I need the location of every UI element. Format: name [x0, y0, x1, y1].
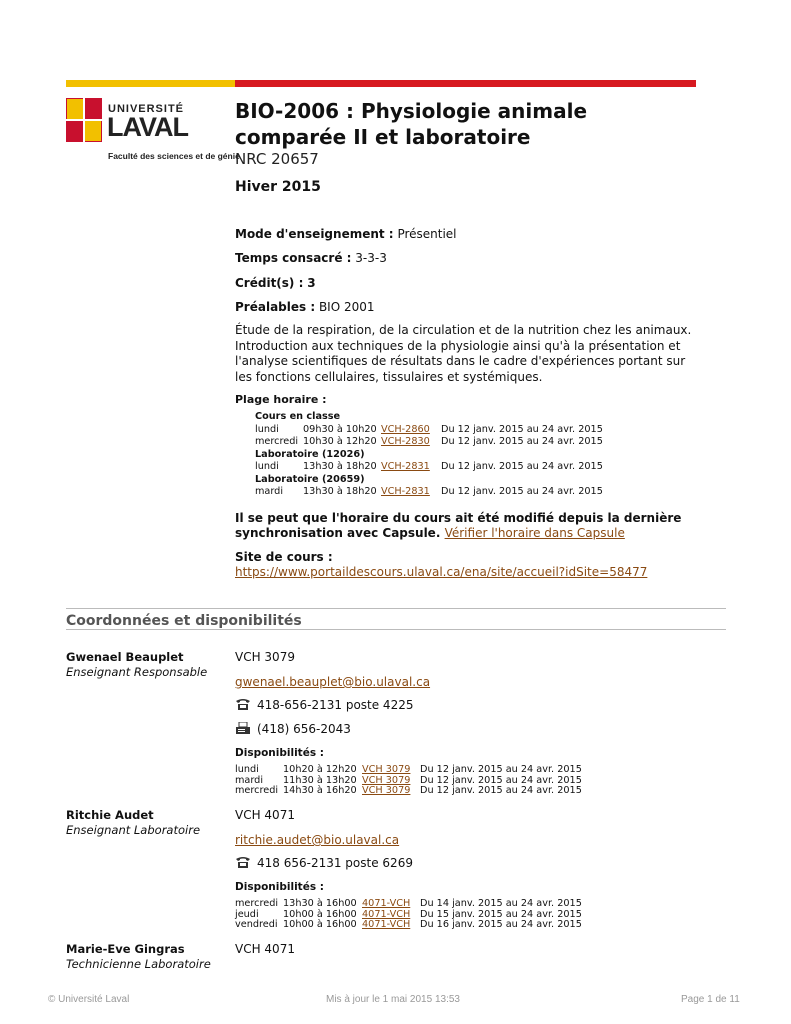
- temps-value: 3-3-3: [355, 251, 387, 265]
- temps-field: [235, 251, 387, 265]
- schedule-dates: Du 12 janv. 2015 au 24 avr. 2015: [441, 461, 603, 472]
- dispo-row: [235, 786, 582, 797]
- mode-value: Présentiel: [397, 227, 457, 241]
- person-email-link[interactable]: ritchie.audet@bio.ulaval.ca: [235, 833, 400, 847]
- dispo-time: 10h20 à 12h20: [283, 764, 357, 775]
- schedule-time: 13h30 à 18h20: [303, 461, 377, 472]
- dispo-dates: Du 12 janv. 2015 au 24 avr. 2015: [420, 774, 582, 786]
- dispo-time: 13h30 à 16h00: [283, 898, 357, 909]
- phone-icon: [235, 856, 251, 868]
- temps-label: Temps consacré :: [235, 251, 352, 265]
- header-bar-red: [235, 80, 696, 87]
- footer-updated: Mis à jour le 1 mai 2015 13:53: [326, 994, 460, 1005]
- dispo-dates: Du 12 janv. 2015 au 24 avr. 2015: [420, 785, 582, 797]
- footer-copyright: © Université Laval: [48, 994, 130, 1005]
- schedule-room-link[interactable]: VCH-2830: [381, 436, 430, 447]
- course-nrc: NRC 20657: [235, 150, 319, 168]
- dispo-dates: Du 12 janv. 2015 au 24 avr. 2015: [420, 764, 582, 775]
- dispo-day: mardi: [235, 774, 264, 786]
- section-divider: [66, 608, 726, 609]
- course-description: Étude de la respiration, de la circulation et de la nutrition chez les animaux. Introduction aux techniques de la physiologie ainsi qu'à la présentation et l'analyse scientifiques de résultats dans le cadre d'expériences portant sur les fonctions cellulaires, tissulaires et systémiques.: [235, 323, 692, 384]
- person-role: Technicienne Laboratoire: [66, 957, 211, 971]
- dispo-time: 10h00 à 16h00: [283, 908, 357, 920]
- schedule-warning: [235, 511, 695, 541]
- course-title: BIO-2006 : Physiologie animale comparée II et laboratoire: [235, 99, 588, 149]
- dispo-day: jeudi: [235, 908, 259, 920]
- phone-icon: [235, 698, 251, 710]
- person-fax: [235, 722, 351, 736]
- logo-text-universite: UNIVERSITÉ: [108, 103, 185, 115]
- credits-field: [235, 276, 316, 290]
- schedule-time: 13h30 à 18h20: [303, 486, 377, 497]
- person-phone-number: 418 656-2131 poste 6269: [257, 856, 413, 870]
- person-office: VCH 3079: [235, 650, 295, 664]
- prealables-value: BIO 2001: [318, 300, 375, 314]
- dispo-room-link[interactable]: VCH 3079: [362, 785, 411, 797]
- dispo-day: mercredi: [235, 785, 279, 797]
- schedule-room-link[interactable]: VCH-2831: [381, 486, 430, 497]
- schedule-time: 09h30 à 10h20: [303, 423, 377, 435]
- schedule-row: [255, 436, 603, 449]
- credits-value: 3: [307, 276, 316, 290]
- schedule-day: lundi: [255, 461, 279, 472]
- schedule-time: 10h30 à 12h20: [303, 436, 377, 447]
- dispo-dates: Du 16 janv. 2015 au 24 avr. 2015: [420, 919, 582, 931]
- dispo-time: 11h30 à 13h20: [283, 774, 357, 786]
- schedule-room-link[interactable]: VCH-2860: [381, 423, 430, 435]
- dispo-time: 10h00 à 16h00: [283, 919, 357, 931]
- site-url-link[interactable]: https://www.portaildescours.ulaval.ca/ena/site/accueil?idSite=58477: [235, 565, 648, 579]
- person-phone: [235, 698, 413, 712]
- verify-schedule-link[interactable]: Vérifier l'horaire dans Capsule: [444, 526, 625, 540]
- footer-page-number: Page 1 de 11: [681, 994, 740, 1005]
- dispo-table: [235, 899, 582, 931]
- dispo-room-link[interactable]: 4071-VCH: [362, 898, 411, 909]
- schedule-dates: Du 12 janv. 2015 au 24 avr. 2015: [441, 436, 603, 447]
- schedule-room-link[interactable]: VCH-2831: [381, 461, 430, 472]
- person-fax-number: (418) 656-2043: [257, 722, 351, 736]
- person-role: Enseignant Responsable: [66, 665, 208, 679]
- dispo-room-link[interactable]: VCH 3079: [362, 764, 411, 775]
- schedule-group-title: Laboratoire (12026): [255, 448, 365, 460]
- schedule-day: lundi: [255, 423, 279, 435]
- person-phone: [235, 856, 413, 870]
- dispo-dates: Du 14 janv. 2015 au 24 avr. 2015: [420, 898, 582, 909]
- dispo-dates: Du 15 janv. 2015 au 24 avr. 2015: [420, 908, 582, 920]
- schedule-row: [255, 486, 603, 499]
- prealables-label: Préalables :: [235, 300, 316, 314]
- person-role: Enseignant Laboratoire: [66, 823, 201, 837]
- person-phone-number: 418-656-2131 poste 4225: [257, 698, 414, 712]
- dispo-room-link[interactable]: 4071-VCH: [362, 919, 411, 931]
- fax-icon: [235, 722, 251, 734]
- university-logo: [66, 98, 240, 161]
- schedule-day: mercredi: [255, 436, 299, 447]
- header-bar-yellow: [66, 80, 235, 87]
- schedule-dates: Du 12 janv. 2015 au 24 avr. 2015: [441, 423, 603, 435]
- course-term: Hiver 2015: [235, 179, 321, 195]
- person-email-link[interactable]: gwenael.beauplet@bio.ulaval.ca: [235, 675, 431, 689]
- crest-icon: [66, 98, 102, 142]
- person-office: VCH 4071: [235, 808, 295, 822]
- dispo-room-link[interactable]: VCH 3079: [362, 774, 411, 786]
- dispo-day: mercredi: [235, 898, 279, 909]
- mode-label: Mode d'enseignement :: [235, 227, 394, 241]
- dispo-table: [235, 765, 582, 797]
- dispo-label: Disponibilités :: [235, 881, 324, 893]
- faculty-name: Faculté des sciences et de génie: [108, 151, 240, 161]
- section-divider: [66, 629, 726, 630]
- person-name: Gwenael Beauplet: [66, 650, 184, 664]
- person-office: VCH 4071: [235, 942, 295, 956]
- schedule-table: [255, 411, 603, 499]
- prealables-field: [235, 300, 375, 314]
- schedule-group-title: Laboratoire (20659): [255, 473, 365, 485]
- logo-text-laval: LAVAL: [107, 112, 188, 142]
- schedule-day: mardi: [255, 486, 284, 497]
- schedule-dates: Du 12 janv. 2015 au 24 avr. 2015: [441, 486, 603, 497]
- mode-field: [235, 227, 457, 241]
- schedule-row: [255, 424, 603, 437]
- person-name: Ritchie Audet: [66, 808, 154, 822]
- dispo-label: Disponibilités :: [235, 747, 324, 759]
- dispo-row: [235, 920, 582, 931]
- dispo-day: lundi: [235, 764, 259, 775]
- site-label: Site de cours :: [235, 550, 333, 564]
- schedule-row: [255, 461, 603, 474]
- section-title: Coordonnées et disponibilités: [66, 613, 302, 629]
- dispo-day: vendredi: [235, 919, 278, 931]
- credits-label: Crédit(s) :: [235, 276, 304, 290]
- schedule-group-title: Cours en classe: [255, 411, 341, 422]
- warning-text: Il se peut que l'horaire du cours ait été modifié depuis la dernière synchronisation avec Capsule.: [235, 511, 682, 540]
- person-name: Marie-Eve Gingras: [66, 942, 185, 956]
- dispo-room-link[interactable]: 4071-VCH: [362, 908, 411, 920]
- schedule-heading: Plage horaire :: [235, 393, 327, 406]
- dispo-time: 14h30 à 16h20: [283, 785, 357, 797]
